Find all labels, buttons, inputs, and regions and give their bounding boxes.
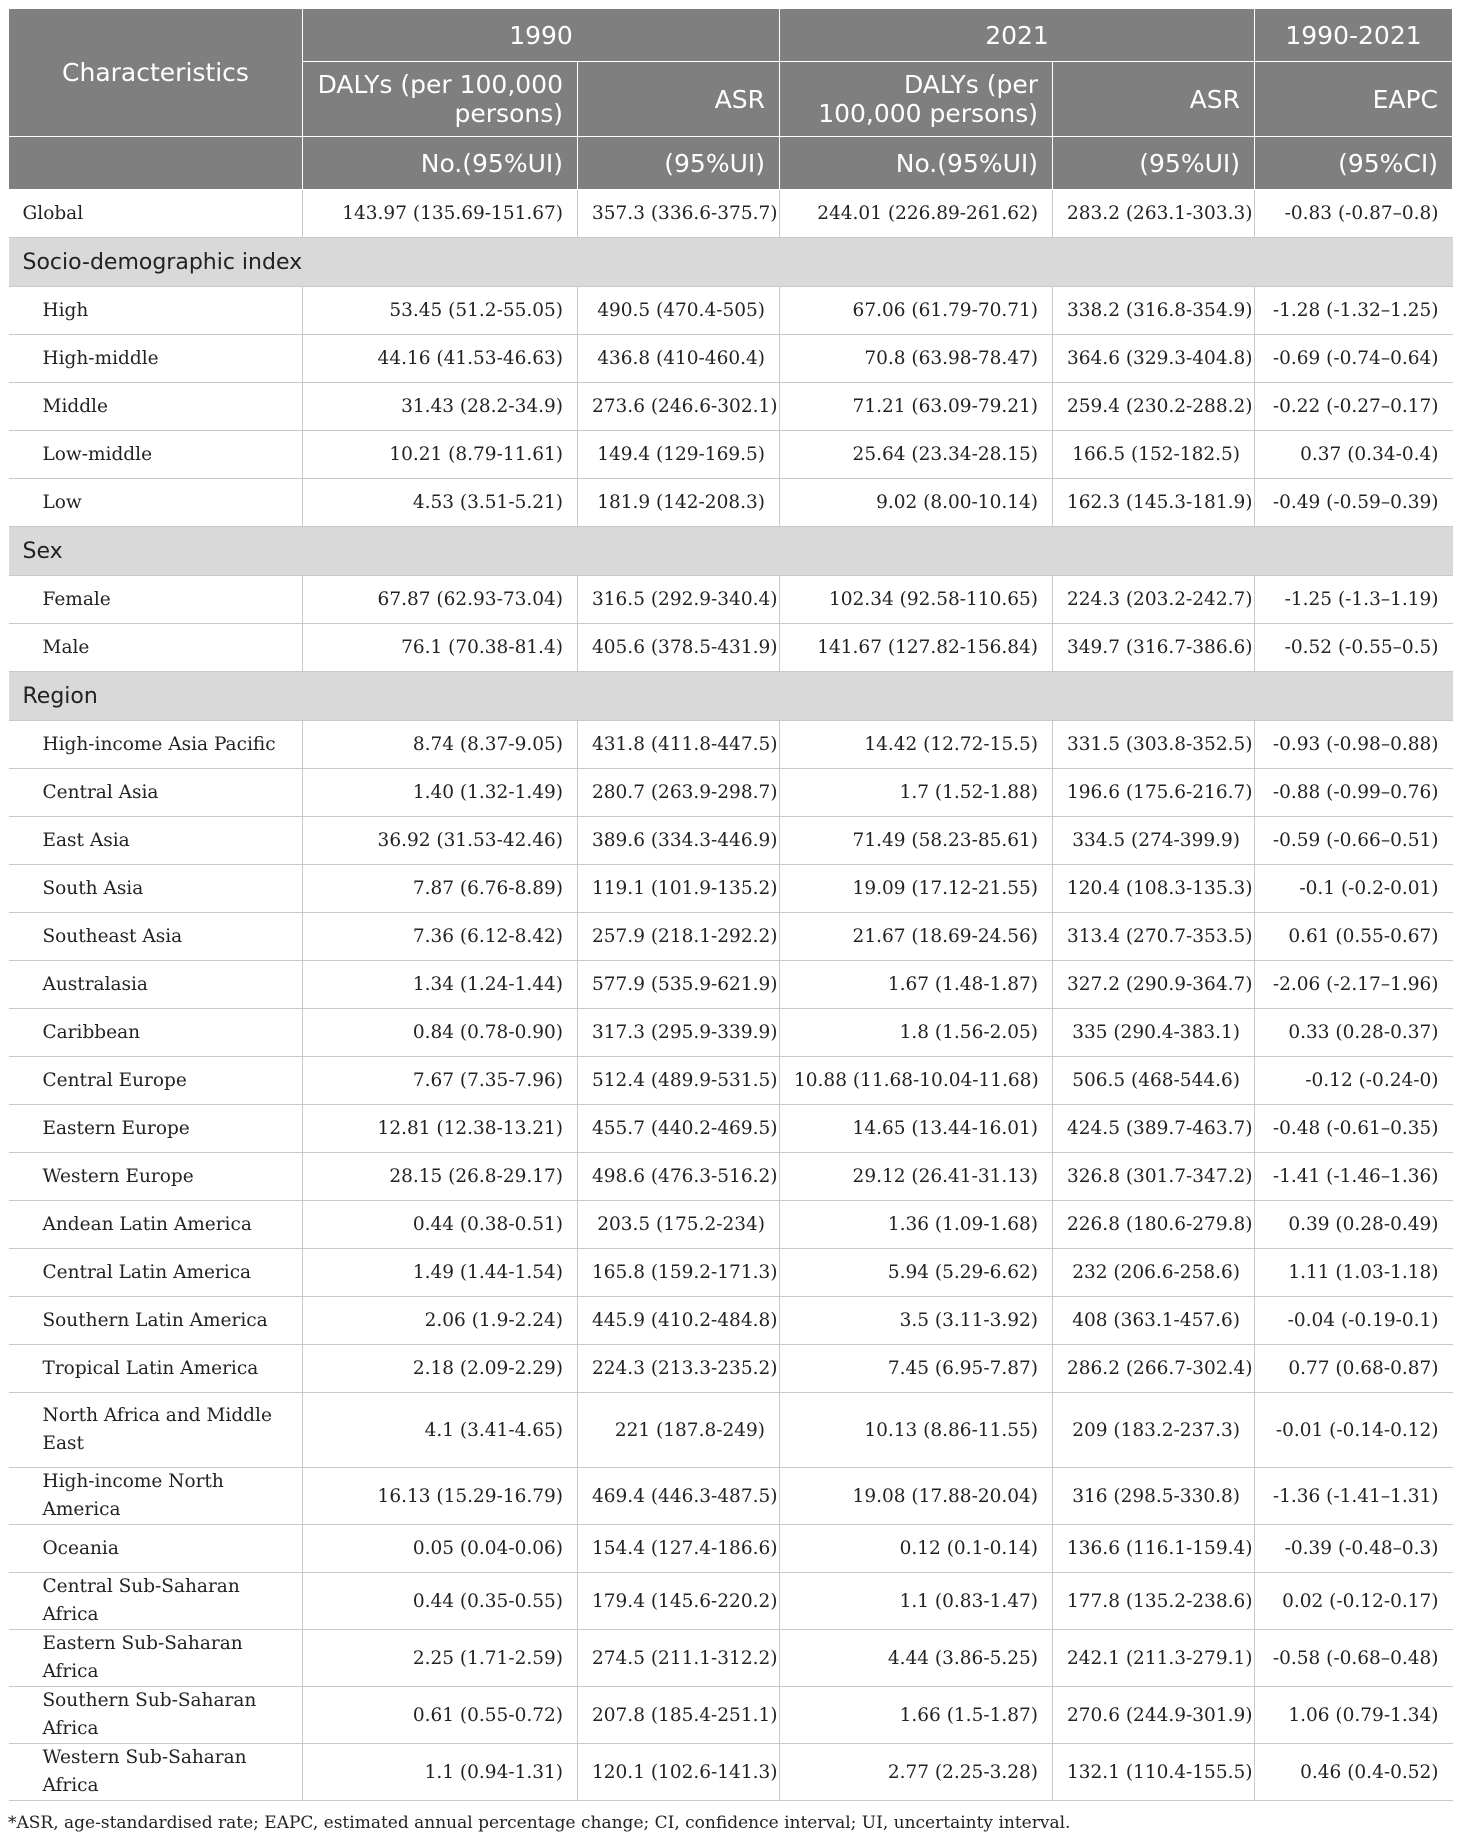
table-row (9, 1057, 1453, 1105)
cell-asr-2021: 162.3 (145.3-181.9) (1053, 479, 1255, 527)
table-row (9, 431, 1453, 479)
cell-asr-1990: 203.5 (175.2-234) (578, 1201, 780, 1249)
cell-asr-1990: 455.7 (440.2-469.5) (578, 1105, 780, 1153)
cell-eapc: -0.01 (-0.14-0.12) (1255, 1393, 1453, 1468)
table-container (8, 8, 1452, 1833)
footnote: *ASR, age-standardised rate; EAPC, estimated annual percentage change; CI, confidence interval; UI, uncertainty interval. (8, 1813, 1071, 1833)
table-header (9, 9, 1453, 190)
table-row (9, 865, 1453, 913)
cell-dalys-1990: 0.44 (0.35-0.55) (303, 1573, 578, 1630)
cell-dalys-1990: 1.1 (0.94-1.31) (303, 1744, 578, 1801)
table-row (9, 961, 1453, 1009)
cell-dalys-2021: 14.65 (13.44-16.01) (780, 1105, 1053, 1153)
cell-eapc: -1.25 (-1.3–1.19) (1255, 576, 1453, 624)
table-row (9, 721, 1453, 769)
cell-asr-1990: 207.8 (185.4-251.1) (578, 1687, 780, 1744)
header-ui-2021: (95%UI) (1053, 137, 1255, 190)
table-row (9, 1744, 1453, 1801)
cell-asr-1990: 154.4 (127.4-186.6) (578, 1525, 780, 1573)
cell-asr-2021: 242.1 (211.3-279.1) (1053, 1630, 1255, 1687)
row-label: High (9, 287, 303, 335)
cell-eapc: -0.69 (-0.74–0.64) (1255, 335, 1453, 383)
cell-asr-2021: 270.6 (244.9-301.9) (1053, 1687, 1255, 1744)
row-label: Middle (9, 383, 303, 431)
table-row (9, 383, 1453, 431)
header-dalys-2021: DALYs (per 100,000 persons) (780, 62, 1053, 137)
cell-asr-1990: 357.3 (336.6-375.7) (578, 190, 780, 238)
cell-asr-1990: 431.8 (411.8-447.5) (578, 721, 780, 769)
cell-dalys-2021: 10.13 (8.86-11.55) (780, 1393, 1053, 1468)
row-label: Eastern Sub-Saharan Africa (9, 1630, 303, 1687)
cell-dalys-1990: 28.15 (26.8-29.17) (303, 1153, 578, 1201)
table-row (9, 624, 1453, 672)
cell-asr-2021: 120.4 (108.3-135.3) (1053, 865, 1255, 913)
dalys-table (8, 8, 1453, 1801)
table-row (9, 1630, 1453, 1687)
cell-eapc: 0.33 (0.28-0.37) (1255, 1009, 1453, 1057)
table-row (9, 287, 1453, 335)
cell-dalys-1990: 1.34 (1.24-1.44) (303, 961, 578, 1009)
row-label: Low (9, 479, 303, 527)
row-label: High-income North America (9, 1468, 303, 1525)
cell-dalys-1990: 2.18 (2.09-2.29) (303, 1345, 578, 1393)
cell-dalys-1990: 10.21 (8.79-11.61) (303, 431, 578, 479)
cell-asr-2021: 331.5 (303.8-352.5) (1053, 721, 1255, 769)
cell-asr-2021: 338.2 (316.8-354.9) (1053, 287, 1255, 335)
cell-asr-1990: 405.6 (378.5-431.9) (578, 624, 780, 672)
cell-eapc: -0.59 (-0.66–0.51) (1255, 817, 1453, 865)
cell-asr-1990: 577.9 (535.9-621.9) (578, 961, 780, 1009)
cell-dalys-1990: 143.97 (135.69-151.67) (303, 190, 578, 238)
cell-dalys-2021: 67.06 (61.79-70.71) (780, 287, 1053, 335)
row-label: Female (9, 576, 303, 624)
row-label: Southeast Asia (9, 913, 303, 961)
cell-asr-2021: 286.2 (266.7-302.4) (1053, 1345, 1255, 1393)
cell-dalys-2021: 1.67 (1.48-1.87) (780, 961, 1053, 1009)
row-label: Oceania (9, 1525, 303, 1573)
cell-eapc: -0.1 (-0.2-0.01) (1255, 865, 1453, 913)
cell-asr-2021: 334.5 (274-399.9) (1053, 817, 1255, 865)
row-label: Caribbean (9, 1009, 303, 1057)
cell-asr-1990: 224.3 (213.3-235.2) (578, 1345, 780, 1393)
cell-eapc: 0.39 (0.28-0.49) (1255, 1201, 1453, 1249)
row-label: Central Asia (9, 769, 303, 817)
cell-eapc: -0.39 (-0.48–0.3) (1255, 1525, 1453, 1573)
cell-dalys-1990: 44.16 (41.53-46.63) (303, 335, 578, 383)
cell-asr-1990: 389.6 (334.3-446.9) (578, 817, 780, 865)
cell-eapc: 0.61 (0.55-0.67) (1255, 913, 1453, 961)
cell-asr-1990: 119.1 (101.9-135.2) (578, 865, 780, 913)
cell-dalys-2021: 3.5 (3.11-3.92) (780, 1297, 1053, 1345)
table-row (9, 576, 1453, 624)
row-label: South Asia (9, 865, 303, 913)
table-row (9, 1249, 1453, 1297)
cell-dalys-2021: 10.88 (11.68-10.04-11.68) (780, 1057, 1053, 1105)
table-row (9, 817, 1453, 865)
cell-asr-2021: 166.5 (152-182.5) (1053, 431, 1255, 479)
cell-eapc: 0.46 (0.4-0.52) (1255, 1744, 1453, 1801)
cell-dalys-2021: 1.36 (1.09-1.68) (780, 1201, 1053, 1249)
header-year-2021: 2021 (780, 9, 1255, 62)
cell-dalys-2021: 25.64 (23.34-28.15) (780, 431, 1053, 479)
cell-asr-2021: 136.6 (116.1-159.4) (1053, 1525, 1255, 1573)
row-label: Central Europe (9, 1057, 303, 1105)
cell-asr-2021: 209 (183.2-237.3) (1053, 1393, 1255, 1468)
cell-asr-2021: 335 (290.4-383.1) (1053, 1009, 1255, 1057)
cell-asr-1990: 273.6 (246.6-302.1) (578, 383, 780, 431)
table-row (9, 1009, 1453, 1057)
header-eapc: EAPC (1255, 62, 1453, 137)
cell-dalys-2021: 9.02 (8.00-10.14) (780, 479, 1053, 527)
cell-dalys-2021: 4.44 (3.86-5.25) (780, 1630, 1053, 1687)
row-label: Southern Sub-Saharan Africa (9, 1687, 303, 1744)
header-no-ui-1990: No.(95%UI) (303, 137, 578, 190)
cell-dalys-1990: 7.67 (7.35-7.96) (303, 1057, 578, 1105)
cell-asr-2021: 408 (363.1-457.6) (1053, 1297, 1255, 1345)
row-label: Eastern Europe (9, 1105, 303, 1153)
cell-eapc: -1.41 (-1.46–1.36) (1255, 1153, 1453, 1201)
row-label: Tropical Latin America (9, 1345, 303, 1393)
table-row-global (9, 190, 1453, 238)
cell-dalys-2021: 1.66 (1.5-1.87) (780, 1687, 1053, 1744)
cell-dalys-2021: 21.67 (18.69-24.56) (780, 913, 1053, 961)
cell-dalys-1990: 36.92 (31.53-42.46) (303, 817, 578, 865)
table-row (9, 479, 1453, 527)
cell-dalys-2021: 1.7 (1.52-1.88) (780, 769, 1053, 817)
cell-dalys-2021: 14.42 (12.72-15.5) (780, 721, 1053, 769)
cell-asr-2021: 313.4 (270.7-353.5) (1053, 913, 1255, 961)
cell-asr-1990: 512.4 (489.9-531.5) (578, 1057, 780, 1105)
cell-asr-2021: 316 (298.5-330.8) (1053, 1468, 1255, 1525)
cell-asr-1990: 445.9 (410.2-484.8) (578, 1297, 780, 1345)
cell-asr-2021: 349.7 (316.7-386.6) (1053, 624, 1255, 672)
header-asr-1990: ASR (578, 62, 780, 137)
row-label: Australasia (9, 961, 303, 1009)
cell-asr-1990: 317.3 (295.9-339.9) (578, 1009, 780, 1057)
table-row (9, 1201, 1453, 1249)
cell-dalys-2021: 19.08 (17.88-20.04) (780, 1468, 1053, 1525)
cell-eapc: -0.58 (-0.68–0.48) (1255, 1630, 1453, 1687)
section-title: Sex (9, 527, 1453, 576)
cell-eapc: -0.88 (-0.99–0.76) (1255, 769, 1453, 817)
row-label: High-middle (9, 335, 303, 383)
cell-dalys-2021: 244.01 (226.89-261.62) (780, 190, 1053, 238)
cell-asr-1990: 316.5 (292.9-340.4) (578, 576, 780, 624)
section-header (9, 527, 1453, 576)
cell-asr-1990: 165.8 (159.2-171.3) (578, 1249, 780, 1297)
cell-dalys-2021: 71.49 (58.23-85.61) (780, 817, 1053, 865)
header-blank (9, 137, 303, 190)
cell-asr-1990: 120.1 (102.6-141.3) (578, 1744, 780, 1801)
cell-dalys-2021: 71.21 (63.09-79.21) (780, 383, 1053, 431)
cell-eapc: -1.28 (-1.32–1.25) (1255, 287, 1453, 335)
table-row (9, 1345, 1453, 1393)
cell-eapc: -2.06 (-2.17–1.96) (1255, 961, 1453, 1009)
row-label: Low-middle (9, 431, 303, 479)
section-header (9, 672, 1453, 721)
header-asr-2021: ASR (1053, 62, 1255, 137)
cell-dalys-2021: 2.77 (2.25-3.28) (780, 1744, 1053, 1801)
cell-dalys-1990: 1.40 (1.32-1.49) (303, 769, 578, 817)
cell-asr-1990: 179.4 (145.6-220.2) (578, 1573, 780, 1630)
cell-dalys-1990: 76.1 (70.38-81.4) (303, 624, 578, 672)
cell-dalys-2021: 19.09 (17.12-21.55) (780, 865, 1053, 913)
cell-asr-1990: 490.5 (470.4-505) (578, 287, 780, 335)
cell-asr-1990: 274.5 (211.1-312.2) (578, 1630, 780, 1687)
table-row (9, 1468, 1453, 1525)
cell-dalys-2021: 102.34 (92.58-110.65) (780, 576, 1053, 624)
cell-asr-2021: 283.2 (263.1-303.3) (1053, 190, 1255, 238)
cell-asr-1990: 436.8 (410-460.4) (578, 335, 780, 383)
cell-asr-1990: 149.4 (129-169.5) (578, 431, 780, 479)
section-header (9, 238, 1453, 287)
table-row (9, 335, 1453, 383)
cell-eapc: -0.12 (-0.24-0) (1255, 1057, 1453, 1105)
header-no-ui-2021: No.(95%UI) (780, 137, 1053, 190)
row-label: Western Sub-Saharan Africa (9, 1744, 303, 1801)
cell-eapc: -0.49 (-0.59–0.39) (1255, 479, 1453, 527)
cell-eapc: 1.11 (1.03-1.18) (1255, 1249, 1453, 1297)
row-label: Central Latin America (9, 1249, 303, 1297)
header-period: 1990-2021 (1255, 9, 1453, 62)
row-label: High-income Asia Pacific (9, 721, 303, 769)
cell-dalys-2021: 70.8 (63.98-78.47) (780, 335, 1053, 383)
cell-dalys-1990: 53.45 (51.2-55.05) (303, 287, 578, 335)
cell-eapc: -0.93 (-0.98–0.88) (1255, 721, 1453, 769)
cell-eapc: -0.48 (-0.61–0.35) (1255, 1105, 1453, 1153)
cell-eapc: 0.37 (0.34-0.4) (1255, 431, 1453, 479)
cell-dalys-1990: 0.44 (0.38-0.51) (303, 1201, 578, 1249)
table-body (9, 190, 1453, 1801)
table-row (9, 1525, 1453, 1573)
table-row (9, 1687, 1453, 1744)
header-ui-1990: (95%UI) (578, 137, 780, 190)
row-label: North Africa and Middle East (9, 1393, 303, 1468)
cell-asr-1990: 257.9 (218.1-292.2) (578, 913, 780, 961)
table-row (9, 1297, 1453, 1345)
cell-asr-2021: 506.5 (468-544.6) (1053, 1057, 1255, 1105)
cell-asr-2021: 132.1 (110.4-155.5) (1053, 1744, 1255, 1801)
cell-dalys-1990: 0.84 (0.78-0.90) (303, 1009, 578, 1057)
cell-asr-1990: 221 (187.8-249) (578, 1393, 780, 1468)
cell-dalys-2021: 29.12 (26.41-31.13) (780, 1153, 1053, 1201)
table-row (9, 769, 1453, 817)
cell-dalys-1990: 12.81 (12.38-13.21) (303, 1105, 578, 1153)
cell-dalys-2021: 1.1 (0.83-1.47) (780, 1573, 1053, 1630)
cell-asr-2021: 232 (206.6-258.6) (1053, 1249, 1255, 1297)
section-title: Socio-demographic index (9, 238, 1453, 287)
cell-asr-2021: 364.6 (329.3-404.8) (1053, 335, 1255, 383)
cell-dalys-1990: 0.05 (0.04-0.06) (303, 1525, 578, 1573)
cell-asr-2021: 226.8 (180.6-279.8) (1053, 1201, 1255, 1249)
cell-dalys-2021: 5.94 (5.29-6.62) (780, 1249, 1053, 1297)
cell-eapc: 1.06 (0.79-1.34) (1255, 1687, 1453, 1744)
cell-dalys-2021: 0.12 (0.1-0.14) (780, 1525, 1053, 1573)
row-label: Central Sub-Saharan Africa (9, 1573, 303, 1630)
cell-asr-2021: 259.4 (230.2-288.2) (1053, 383, 1255, 431)
cell-asr-2021: 177.8 (135.2-238.6) (1053, 1573, 1255, 1630)
cell-asr-2021: 424.5 (389.7-463.7) (1053, 1105, 1255, 1153)
cell-asr-1990: 181.9 (142-208.3) (578, 479, 780, 527)
cell-eapc: -0.52 (-0.55–0.5) (1255, 624, 1453, 672)
cell-asr-2021: 327.2 (290.9-364.7) (1053, 961, 1255, 1009)
header-year-1990: 1990 (303, 9, 780, 62)
table-row (9, 1105, 1453, 1153)
row-label: East Asia (9, 817, 303, 865)
table-row (9, 1573, 1453, 1630)
cell-dalys-1990: 4.53 (3.51-5.21) (303, 479, 578, 527)
cell-asr-2021: 224.3 (203.2-242.7) (1053, 576, 1255, 624)
table-row (9, 913, 1453, 961)
cell-eapc: -0.83 (-0.87–0.8) (1255, 190, 1453, 238)
cell-dalys-1990: 0.61 (0.55-0.72) (303, 1687, 578, 1744)
cell-eapc: -1.36 (-1.41–1.31) (1255, 1468, 1453, 1525)
cell-dalys-1990: 1.49 (1.44-1.54) (303, 1249, 578, 1297)
row-label: Southern Latin America (9, 1297, 303, 1345)
cell-asr-1990: 469.4 (446.3-487.5) (578, 1468, 780, 1525)
cell-eapc: 0.02 (-0.12-0.17) (1255, 1573, 1453, 1630)
cell-dalys-1990: 67.87 (62.93-73.04) (303, 576, 578, 624)
cell-dalys-2021: 7.45 (6.95-7.87) (780, 1345, 1053, 1393)
section-title: Region (9, 672, 1453, 721)
row-label: Male (9, 624, 303, 672)
header-characteristics: Characteristics (9, 9, 303, 137)
cell-asr-1990: 280.7 (263.9-298.7) (578, 769, 780, 817)
cell-asr-2021: 196.6 (175.6-216.7) (1053, 769, 1255, 817)
cell-dalys-2021: 141.67 (127.82-156.84) (780, 624, 1053, 672)
cell-dalys-1990: 8.74 (8.37-9.05) (303, 721, 578, 769)
cell-dalys-1990: 16.13 (15.29-16.79) (303, 1468, 578, 1525)
table-row (9, 1393, 1453, 1468)
cell-dalys-1990: 2.06 (1.9-2.24) (303, 1297, 578, 1345)
cell-eapc: -0.04 (-0.19-0.1) (1255, 1297, 1453, 1345)
header-dalys-1990: DALYs (per 100,000 persons) (303, 62, 578, 137)
cell-eapc: -0.22 (-0.27–0.17) (1255, 383, 1453, 431)
cell-dalys-1990: 7.36 (6.12-8.42) (303, 913, 578, 961)
cell-dalys-1990: 4.1 (3.41-4.65) (303, 1393, 578, 1468)
table-row (9, 1153, 1453, 1201)
cell-dalys-2021: 1.8 (1.56-2.05) (780, 1009, 1053, 1057)
header-ci: (95%CI) (1255, 137, 1453, 190)
cell-dalys-1990: 2.25 (1.71-2.59) (303, 1630, 578, 1687)
row-label: Andean Latin America (9, 1201, 303, 1249)
row-label: Global (9, 190, 303, 238)
row-label: Western Europe (9, 1153, 303, 1201)
cell-dalys-1990: 7.87 (6.76-8.89) (303, 865, 578, 913)
cell-asr-2021: 326.8 (301.7-347.2) (1053, 1153, 1255, 1201)
cell-eapc: 0.77 (0.68-0.87) (1255, 1345, 1453, 1393)
cell-asr-1990: 498.6 (476.3-516.2) (578, 1153, 780, 1201)
cell-dalys-1990: 31.43 (28.2-34.9) (303, 383, 578, 431)
